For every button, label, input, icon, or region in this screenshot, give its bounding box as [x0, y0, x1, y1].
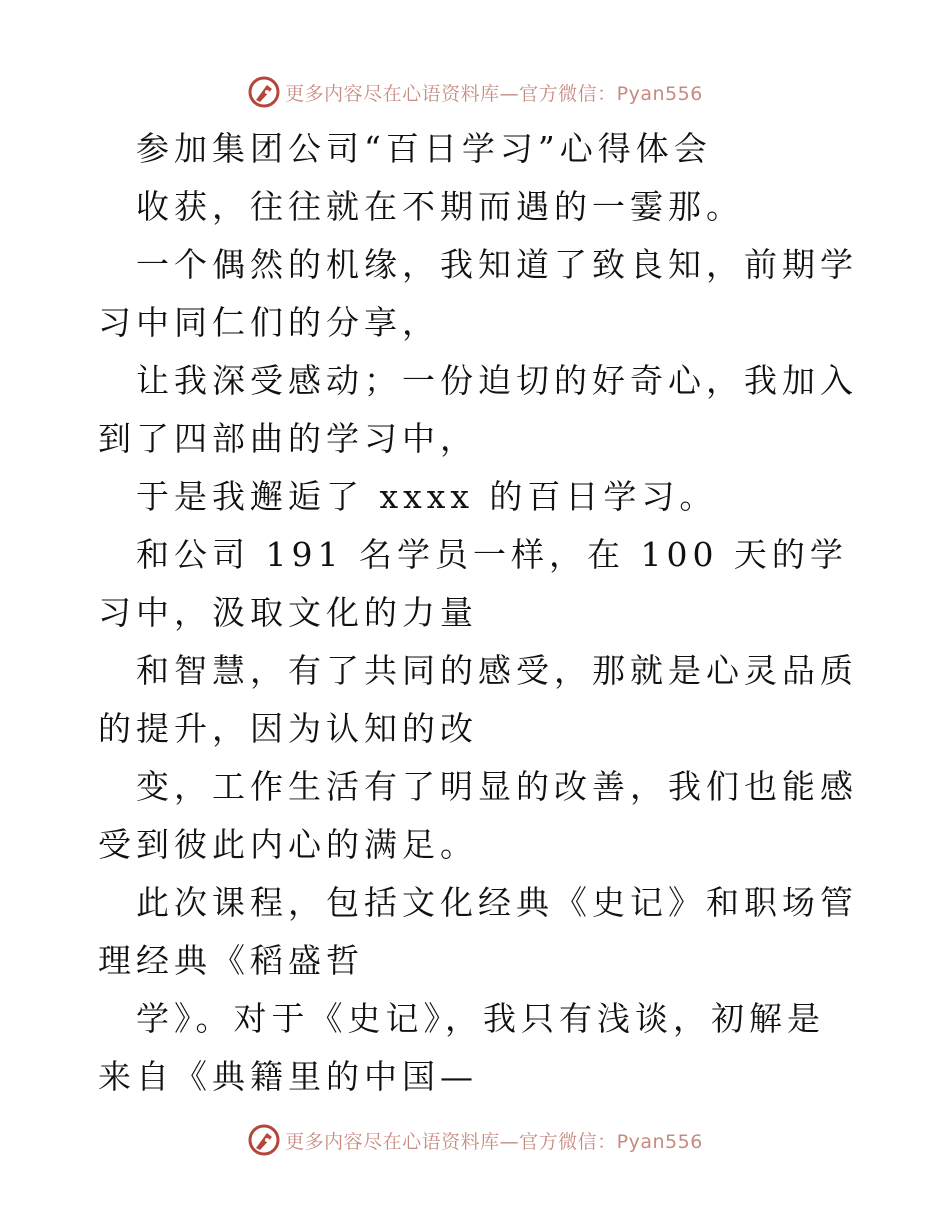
header-banner [0, 72, 950, 112]
pen-nib-circle-icon [247, 1123, 281, 1157]
paragraph: 变，工作生活有了明显的改善，我们也能感受到彼此内心的满足。 [98, 767, 858, 864]
paragraph: 学》。对于《史记》，我只有浅谈，初解是来自《典籍里的中国— [98, 999, 825, 1096]
document-title: 参加集团公司“百日学习”心得体会 [136, 129, 712, 168]
paragraph: 一个偶然的机缘，我知道了致良知，前期学习中同仁们的分享， [98, 245, 858, 342]
header-banner-text: 更多内容尽在心语资料库—官方微信：Pyan556 [285, 82, 703, 105]
pen-nib-circle-icon [247, 75, 281, 109]
paragraph: 和公司 191 名学员一样，在 100 天的学习中，汲取文化的力量 [98, 535, 848, 632]
paragraph: 收获，往往就在不期而遇的一霎那。 [136, 187, 744, 226]
paragraph: 让我深受感动；一份迫切的好奇心，我加入到了四部曲的学习中， [98, 361, 858, 458]
footer-banner-text: 更多内容尽在心语资料库—官方微信：Pyan556 [285, 1130, 703, 1153]
paragraph: 和智慧，有了共同的感受，那就是心灵品质的提升，因为认知的改 [98, 651, 858, 748]
footer-banner [0, 1120, 950, 1160]
document-body [98, 120, 858, 1106]
paragraph: 于是我邂逅了 xxxx 的百日学习。 [136, 477, 718, 516]
paragraph: 此次课程，包括文化经典《史记》和职场管理经典《稻盛哲 [98, 883, 858, 980]
